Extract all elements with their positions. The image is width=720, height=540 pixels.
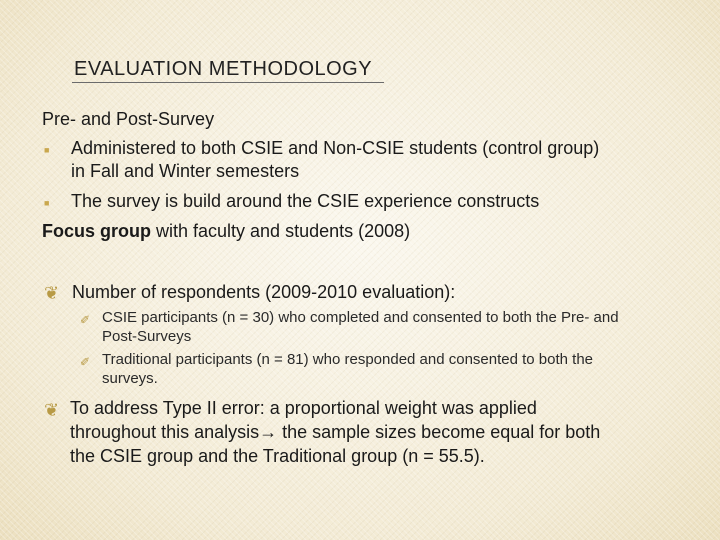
bullet-text: The survey is build around the CSIE experience constructs	[71, 191, 540, 211]
weighting-text: To address Type II error: a proportional weight was applied	[70, 398, 537, 418]
square-bullet-icon: ■	[44, 145, 50, 155]
ornament-bullet-icon: ❦	[44, 283, 60, 303]
respondents-heading: Number of respondents (2009-2010 evaluation):	[72, 282, 456, 302]
sub-bullet-text-continued: surveys.	[102, 370, 158, 387]
title-underline	[72, 82, 384, 83]
focus-group-text: with faculty and students (2008)	[151, 221, 411, 241]
page-title: EVALUATION METHODOLOGY	[74, 58, 373, 80]
bullet-text-continued: in Fall and Winter semesters	[71, 161, 300, 181]
weighting-text-continued	[70, 421, 600, 443]
bullet-text: Administered to both CSIE and Non-CSIE students (control group)	[71, 138, 600, 158]
weighting-text-continued: the CSIE group and the Traditional group (n = 55.5).	[70, 446, 485, 466]
section-heading: Pre- and Post-Survey	[42, 109, 215, 129]
weighting-text-part: throughout this analysis	[70, 422, 260, 442]
focus-group-label: Focus group	[42, 221, 151, 241]
square-bullet-icon: ■	[44, 198, 50, 208]
focus-group-line	[42, 220, 410, 242]
arrow-icon: →	[259, 422, 278, 442]
sub-bullet-text: CSIE participants (n = 30) who completed and consented to both the Pre- and	[102, 309, 619, 326]
pencil-bullet-icon: ✐	[80, 355, 91, 369]
ornament-bullet-icon: ❦	[44, 400, 60, 420]
sub-bullet-text: Traditional participants (n = 81) who responded and consented to both the	[102, 351, 594, 368]
pencil-bullet-icon: ✐	[80, 313, 91, 327]
sub-bullet-text-continued: Post-Surveys	[102, 328, 192, 345]
weighting-text-part: the sample sizes become equal for both	[277, 422, 601, 442]
